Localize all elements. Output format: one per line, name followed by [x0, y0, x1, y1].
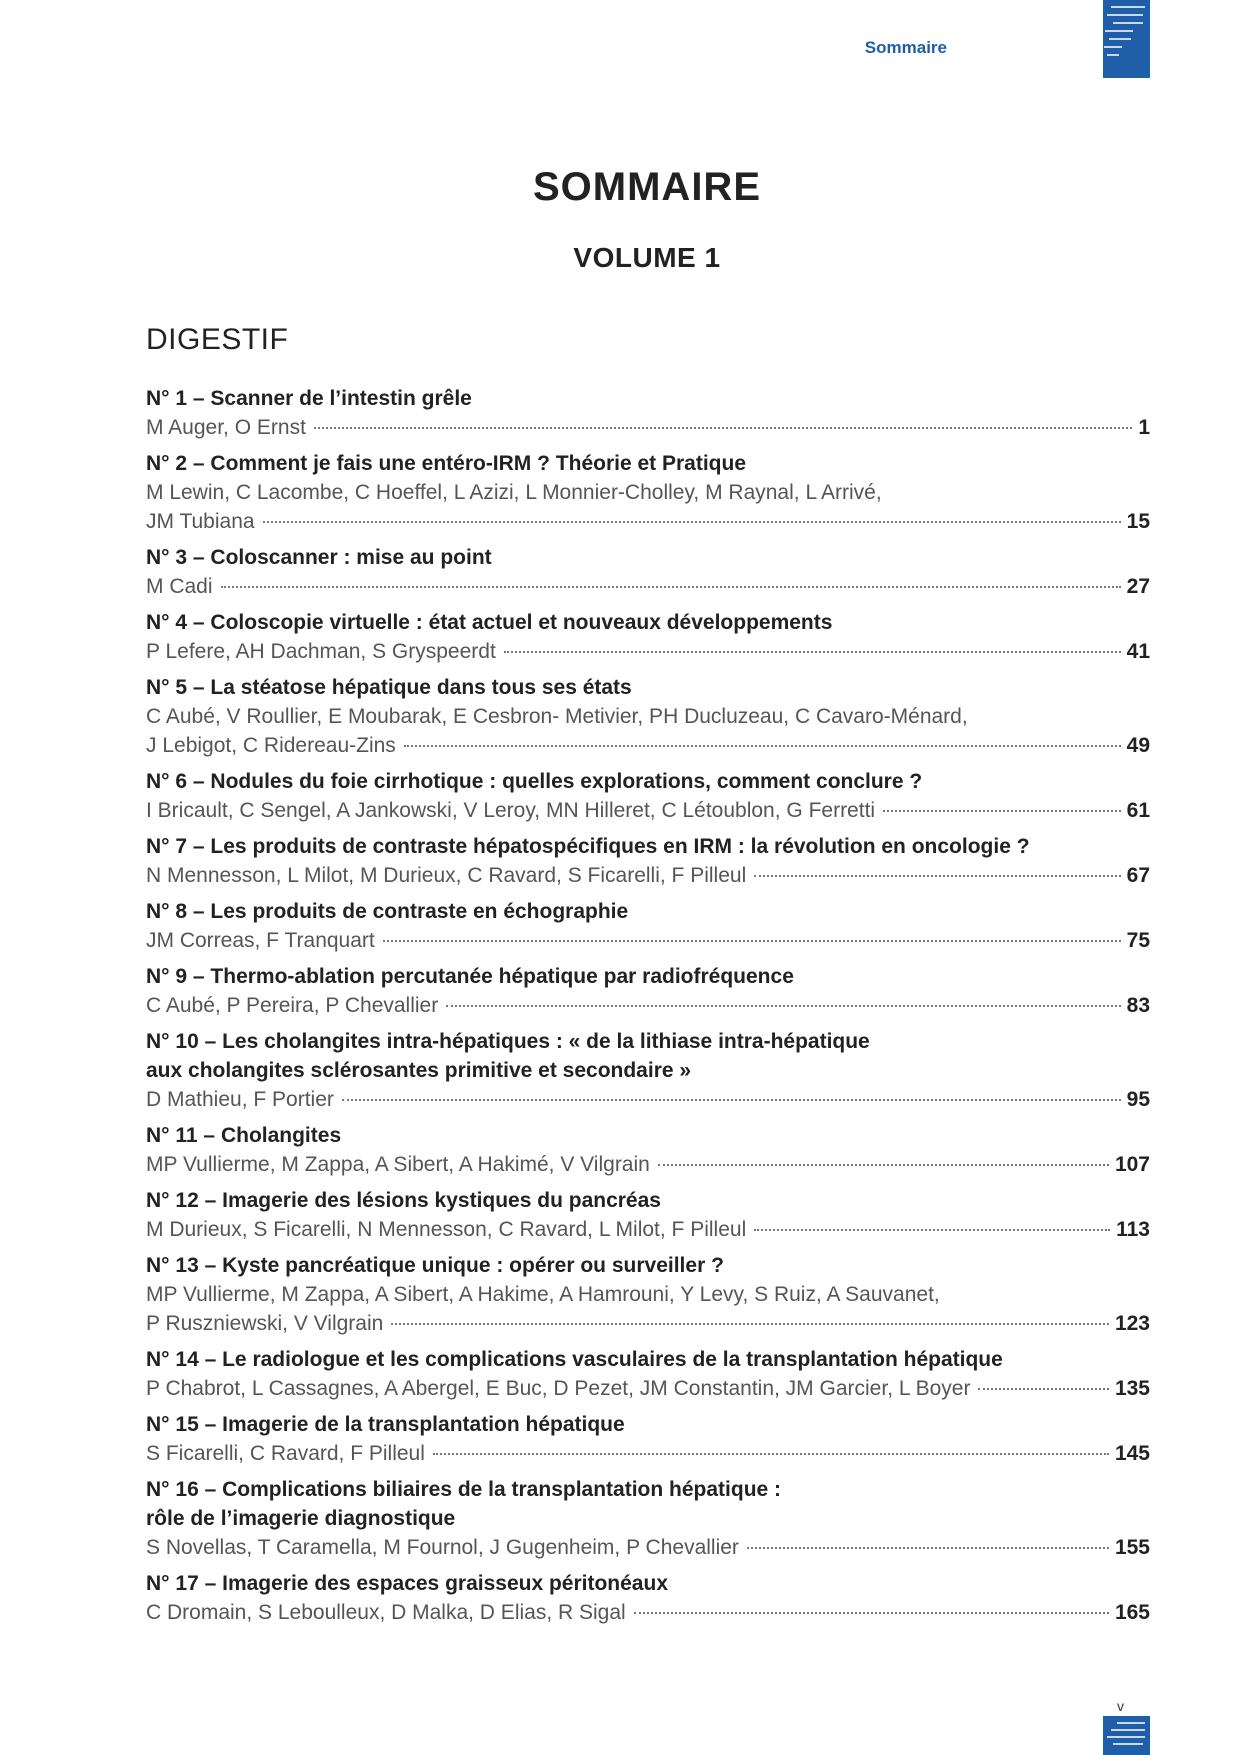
entry-page-number: 75	[1126, 929, 1150, 952]
section-heading: DIGESTIF	[146, 323, 289, 356]
dot-leader	[883, 810, 1121, 812]
entry-author-page-line	[146, 1598, 1150, 1627]
entry-authors: S Ficarelli, C Ravard, F Pilleul	[146, 1442, 425, 1465]
entry-page-number: 113	[1116, 1218, 1150, 1241]
entry-title-continued: rôle de l’imagerie diagnostique	[146, 1507, 456, 1530]
entry-author-page-line	[146, 637, 1150, 666]
entry-page-number: 95	[1126, 1088, 1150, 1111]
running-header-label: Sommaire	[864, 38, 947, 57]
dot-leader	[504, 651, 1121, 653]
toc-entry	[146, 1251, 1150, 1338]
entry-authors: JM Tubiana	[146, 510, 255, 533]
entry-authors: P Lefere, AH Dachman, S Gryspeerdt	[146, 640, 496, 663]
dot-leader	[404, 745, 1121, 747]
entry-page-number: 61	[1126, 799, 1150, 822]
entry-author-page-line	[146, 1150, 1150, 1179]
toc-entry	[146, 543, 1150, 601]
entry-author-page-line	[146, 1533, 1150, 1562]
dot-leader	[446, 1005, 1120, 1007]
entry-author-page-line	[146, 1439, 1150, 1468]
toc-entry	[146, 449, 1150, 536]
entry-title: N° 4 – Coloscopie virtuelle : état actuel et nouveaux développements	[146, 611, 833, 634]
toc-entry	[146, 832, 1150, 890]
entry-authors: N Mennesson, L Milot, M Durieux, C Ravard, S Ficarelli, F Pilleul	[146, 864, 747, 887]
entry-page-number: 145	[1114, 1442, 1150, 1465]
entry-page-number: 41	[1126, 640, 1150, 663]
entry-page-number: 27	[1126, 575, 1150, 598]
entry-title: N° 16 – Complications biliaires de la transplantation hépatique :	[146, 1478, 782, 1501]
entry-authors-line: MP Vullierme, M Zappa, A Sibert, A Hakime, A Hamrouni, Y Levy, S Ruiz, A Sauvanet,	[146, 1283, 940, 1306]
dot-leader	[383, 940, 1121, 942]
dot-leader	[978, 1388, 1108, 1390]
entry-authors: S Novellas, T Caramella, M Fournol, J Gugenheim, P Chevallier	[146, 1536, 739, 1559]
entry-author-page-line	[146, 861, 1150, 890]
toc-entry	[146, 962, 1150, 1020]
dot-leader	[754, 875, 1120, 877]
entry-author-page-line	[146, 507, 1150, 536]
toc-entry	[146, 1569, 1150, 1627]
entry-page-number: 49	[1126, 734, 1150, 757]
toc-entry	[146, 673, 1150, 760]
entry-authors: D Mathieu, F Portier	[146, 1088, 334, 1111]
entry-page-number: 67	[1126, 864, 1150, 887]
entry-authors: M Auger, O Ernst	[146, 416, 306, 439]
entry-title: N° 11 – Cholangites	[146, 1124, 342, 1147]
dot-leader	[314, 427, 1132, 429]
entry-page-number: 15	[1126, 510, 1150, 533]
entry-title: N° 17 – Imagerie des espaces graisseux péritonéaux	[146, 1572, 668, 1595]
entry-page-number: 1	[1138, 416, 1150, 439]
entry-author-page-line	[146, 796, 1150, 825]
entry-page-number: 165	[1114, 1601, 1150, 1624]
entry-title: N° 12 – Imagerie des lésions kystiques du pancréas	[146, 1189, 661, 1212]
entry-author-page-line	[146, 731, 1150, 760]
dot-leader	[342, 1099, 1121, 1101]
toc-entry	[146, 1410, 1150, 1468]
entry-author-page-line	[146, 572, 1150, 601]
toc-entry	[146, 608, 1150, 666]
entry-authors: P Ruszniewski, V Vilgrain	[146, 1312, 384, 1335]
entry-title: N° 13 – Kyste pancréatique unique : opérer ou surveiller ?	[146, 1254, 724, 1277]
entry-author-page-line	[146, 1215, 1150, 1244]
entry-authors: I Bricault, C Sengel, A Jankowski, V Leroy, MN Hilleret, C Létoublon, G Ferretti	[146, 799, 876, 822]
entry-author-page-line	[146, 926, 1150, 955]
entry-page-number: 135	[1114, 1377, 1150, 1400]
entry-page-number: 83	[1126, 994, 1150, 1017]
entry-authors-line: M Lewin, C Lacombe, C Hoeffel, L Azizi, L Monnier-Cholley, M Raynal, L Arrivé,	[146, 481, 882, 504]
dot-leader	[221, 586, 1121, 588]
entry-title: N° 1 – Scanner de l’intestin grêle	[146, 387, 472, 410]
entry-author-page-line	[146, 1374, 1150, 1403]
dot-leader	[391, 1323, 1109, 1325]
toc-entry	[146, 1027, 1150, 1114]
entry-authors: JM Correas, F Tranquart	[146, 929, 375, 952]
entry-authors: MP Vullierme, M Zappa, A Sibert, A Hakimé, V Vilgrain	[146, 1153, 650, 1176]
entry-authors: M Durieux, S Ficarelli, N Mennesson, C Ravard, L Milot, F Pilleul	[146, 1218, 747, 1241]
entry-title: N° 9 – Thermo-ablation percutanée hépatique par radiofréquence	[146, 965, 794, 988]
entry-author-page-line	[146, 413, 1150, 442]
entry-title: N° 10 – Les cholangites intra-hépatiques : « de la lithiase intra-hépatique	[146, 1030, 870, 1053]
entry-authors: C Aubé, P Pereira, P Chevallier	[146, 994, 439, 1017]
entry-author-page-line	[146, 1085, 1150, 1114]
entry-authors-line: C Aubé, V Roullier, E Moubarak, E Cesbron- Metivier, PH Ducluzeau, C Cavaro-Ménard,	[146, 705, 968, 728]
toc-entry	[146, 1186, 1150, 1244]
entry-title: N° 15 – Imagerie de la transplantation hépatique	[146, 1413, 625, 1436]
dot-leader	[747, 1547, 1109, 1549]
dot-leader	[754, 1229, 1110, 1231]
toc-entry	[146, 384, 1150, 442]
entry-authors: J Lebigot, C Ridereau-Zins	[146, 734, 396, 757]
dot-leader	[263, 521, 1121, 523]
entry-author-page-line	[146, 991, 1150, 1020]
entry-title: N° 6 – Nodules du foie cirrhotique : quelles explorations, comment conclure ?	[146, 770, 923, 793]
toc-entry	[146, 1475, 1150, 1562]
entry-title: N° 3 – Coloscanner : mise au point	[146, 546, 492, 569]
entry-page-number: 107	[1114, 1153, 1150, 1176]
toc-entry	[146, 1345, 1150, 1403]
toc-entry	[146, 897, 1150, 955]
entry-title: N° 5 – La stéatose hépatique dans tous ses états	[146, 676, 632, 699]
entry-title: N° 2 – Comment je fais une entéro-IRM ? Théorie et Pratique	[146, 452, 747, 475]
toc-entry	[146, 1121, 1150, 1179]
entry-page-number: 155	[1114, 1536, 1150, 1559]
table-of-contents	[146, 384, 1150, 1634]
page-title: SOMMAIRE	[533, 164, 761, 209]
entry-authors: C Dromain, S Leboulleux, D Malka, D Elias, R Sigal	[146, 1601, 626, 1624]
dot-leader	[634, 1612, 1109, 1614]
dot-leader	[433, 1453, 1109, 1455]
page-number: v	[1117, 1698, 1124, 1714]
header-decoration-block	[1103, 0, 1150, 78]
entry-page-number: 123	[1114, 1312, 1150, 1335]
footer-decoration-block	[1103, 1716, 1150, 1755]
dot-leader	[658, 1164, 1109, 1166]
entry-title: N° 14 – Le radiologue et les complications vasculaires de la transplantation hépatique	[146, 1348, 1003, 1371]
entry-title: N° 7 – Les produits de contraste hépatospécifiques en IRM : la révolution en oncologie ?	[146, 835, 1030, 858]
entry-authors: M Cadi	[146, 575, 213, 598]
entry-author-page-line	[146, 1309, 1150, 1338]
entry-title-continued: aux cholangites sclérosantes primitive et secondaire »	[146, 1059, 692, 1082]
toc-entry	[146, 767, 1150, 825]
volume-heading: VOLUME 1	[573, 242, 721, 273]
entry-title: N° 8 – Les produits de contraste en échographie	[146, 900, 629, 923]
entry-authors: P Chabrot, L Cassagnes, A Abergel, E Buc, D Pezet, JM Constantin, JM Garcier, L Boyer	[146, 1377, 971, 1400]
